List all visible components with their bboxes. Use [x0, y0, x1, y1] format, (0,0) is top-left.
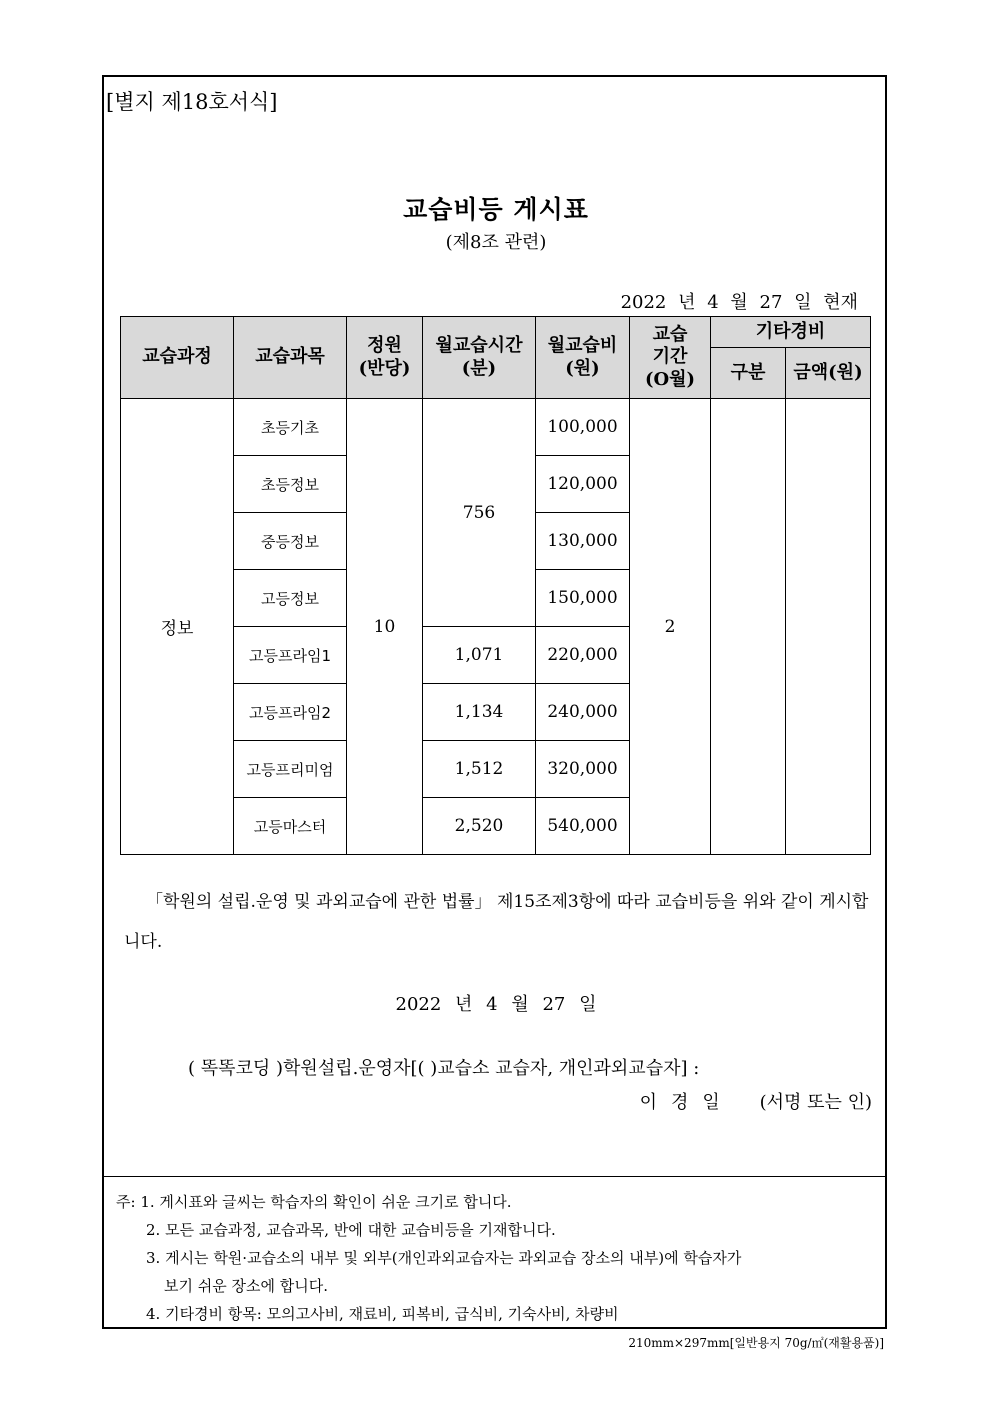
- subject-cell: 초등정보: [234, 456, 347, 513]
- header-other-costs: 기타경비: [711, 317, 871, 348]
- header-period-l2: 기간: [652, 346, 688, 368]
- subject-cell: 고등프라임2: [234, 684, 347, 741]
- page-subtitle: (제8조 관련): [445, 232, 547, 253]
- legal-statement: 「학원의 설립.운영 및 과외교습에 관한 법률」 제15조제3항에 따라 교습비등을 위와 같이 게시합니다.: [124, 892, 869, 952]
- other-type-cell: [711, 399, 786, 855]
- fee-cell: 320,000: [536, 741, 630, 798]
- sign-label: (서명 또는 인): [759, 1092, 872, 1113]
- notes-prefix: 주:: [116, 1193, 136, 1211]
- table-row: [121, 399, 871, 456]
- header-monthly-fee-l1: 월교습비: [547, 335, 618, 356]
- posting-date: 2022 년 4 월 27 일: [395, 994, 597, 1015]
- capacity-cell: 10: [347, 399, 423, 855]
- operator-name: 이경일: [639, 1092, 734, 1113]
- subject-cell: 고등정보: [234, 570, 347, 627]
- note-text: 1. 게시표와 글씨는 학습자의 확인이 쉬운 크기로 합니다.: [140, 1193, 512, 1211]
- time-cell: 1,512: [423, 741, 536, 798]
- signature-line: [640, 1088, 872, 1114]
- subject-cell: 중등정보: [234, 513, 347, 570]
- note-item: [116, 1188, 741, 1216]
- page-title: 교습비등 게시표: [403, 195, 589, 224]
- time-cell: 1,134: [423, 684, 536, 741]
- header-period-l1: 교습: [652, 323, 688, 345]
- operator-line: ( 똑똑코딩 )학원설립.운영자[( )교습소 교습자, 개인과외교습자] :: [188, 1058, 700, 1079]
- fee-table: [120, 316, 871, 855]
- header-monthly-time-l1: 월교습시간: [435, 335, 523, 356]
- header-other-type: 구분: [711, 348, 786, 399]
- header-course: 교습과정: [121, 317, 234, 399]
- header-monthly-fee: [536, 317, 630, 399]
- header-capacity-l2: (반당): [358, 357, 411, 379]
- header-monthly-fee-l2: (원): [565, 357, 600, 379]
- header-row: [121, 317, 871, 348]
- fee-cell: 130,000: [536, 513, 630, 570]
- fee-cell: 540,000: [536, 798, 630, 855]
- note-item: 3. 게시는 학원·교습소의 내부 및 외부(개인과외교습자는 과외교습 장소의 내부)에 학습자가: [146, 1249, 742, 1267]
- note-item: 보기 쉬운 장소에 합니다.: [164, 1277, 328, 1295]
- subject-cell: 고등프리미엄: [234, 741, 347, 798]
- paper-spec: 210mm×297mm[일반용지 70g/㎡(재활용품)]: [628, 1336, 884, 1350]
- form-number: [별지 제18호서식]: [106, 90, 278, 114]
- header-other-amount: 금액(원): [786, 348, 871, 399]
- subject-cell: 고등프라임1: [234, 627, 347, 684]
- header-period: [630, 317, 711, 399]
- period-cell: 2: [630, 399, 711, 855]
- subject-cell: 초등기초: [234, 399, 347, 456]
- fee-cell: 100,000: [536, 399, 630, 456]
- time-cell: 2,520: [423, 798, 536, 855]
- note-item: 4. 기타경비 항목: 모의고사비, 재료비, 피복비, 급식비, 기숙사비, 차량비: [146, 1305, 619, 1323]
- notes: [116, 1188, 741, 1328]
- notes-divider: [102, 1176, 887, 1177]
- course-cell: 정보: [121, 399, 234, 855]
- note-item: 2. 모든 교습과정, 교습과목, 반에 대한 교습비등을 기재합니다.: [146, 1221, 556, 1239]
- as-of-date: 2022 년 4 월 27 일 현재: [620, 292, 858, 313]
- time-cell: 1,071: [423, 627, 536, 684]
- fee-cell: 120,000: [536, 456, 630, 513]
- header-capacity-l1: 정원: [367, 335, 402, 356]
- header-subject: 교습과목: [234, 317, 347, 399]
- header-monthly-time: [423, 317, 536, 399]
- fee-cell: 240,000: [536, 684, 630, 741]
- header-capacity: [347, 317, 423, 399]
- header-period-l3: (O월): [644, 368, 696, 390]
- subject-cell: 고등마스터: [234, 798, 347, 855]
- other-amount-cell: [786, 399, 871, 855]
- header-monthly-time-l2: (분): [461, 357, 497, 379]
- fee-cell: 220,000: [536, 627, 630, 684]
- fee-cell: 150,000: [536, 570, 630, 627]
- time-cell: 756: [423, 399, 536, 627]
